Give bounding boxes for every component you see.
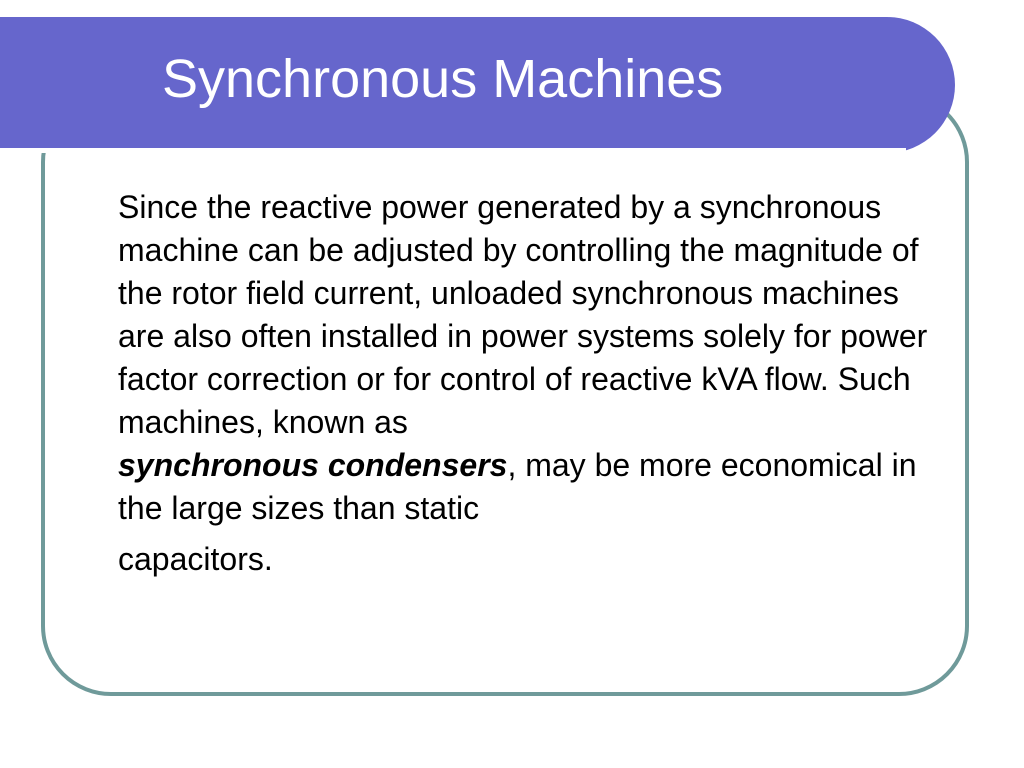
title-underline [0,148,906,153]
slide-title: Synchronous Machines [162,49,724,109]
body-last-line: capacitors. [118,541,273,577]
body-tail-text: , may be more economical in the large sizes than static [118,447,917,526]
body-paragraph [118,186,953,581]
emphasized-term: synchronous condensers [118,447,508,483]
body-lead-text: Since the reactive power generated by a synchronous machine can be adjusted by controlling the magnitude of the rotor field current, unloaded synchronous machines are also often installed in power systems solely for power factor correction or for control of reactive kVA flow. Such machines, known as [118,189,928,440]
